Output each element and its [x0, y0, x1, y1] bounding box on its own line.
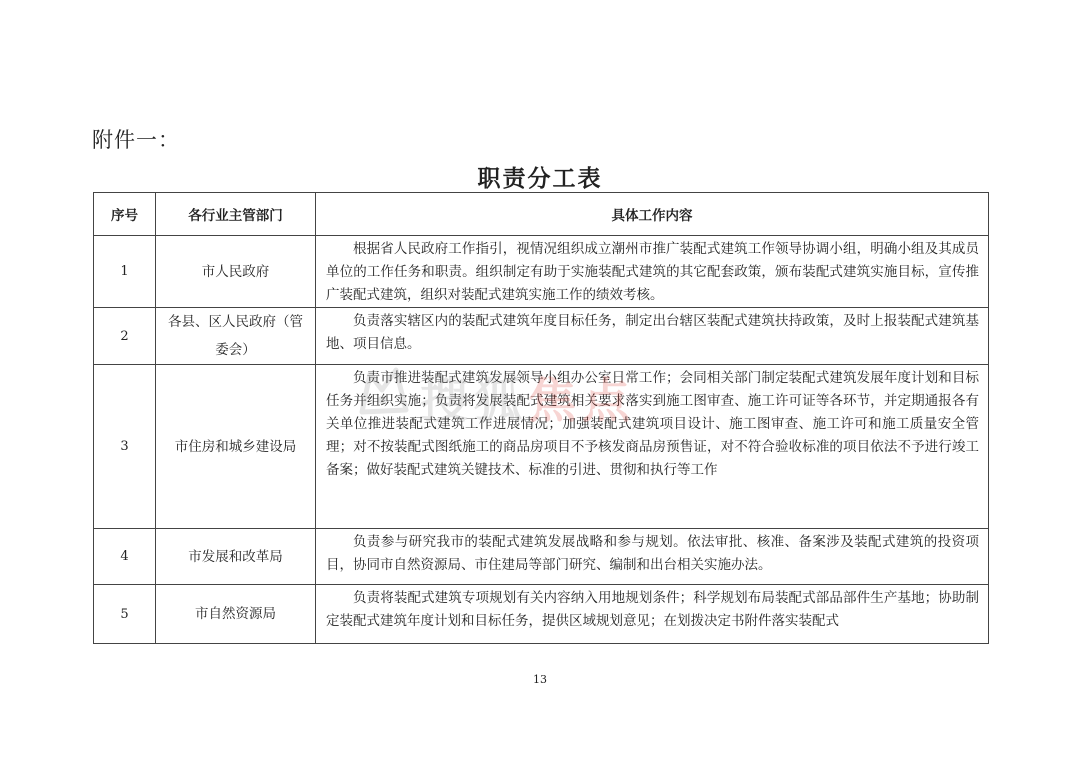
header-no: 序号	[94, 193, 156, 236]
row-number: 5	[94, 585, 156, 644]
watermark-part1: 搜狐	[420, 373, 529, 429]
row-number: 1	[94, 236, 156, 308]
row-content	[316, 365, 989, 529]
row-content-text: 根据省人民政府工作指引，视情况组织成立潮州市推广装配式建筑工作领导协调小组，明确小组及其成员单位的工作任务和职责。组织制定有助于实施装配式建筑的其它配套政策，颁布装配式建筑实施目标，宣传推广装配式建筑，组织对装配式建筑实施工作的绩效考核。	[326, 241, 979, 303]
table-row	[94, 236, 989, 308]
table-row	[94, 529, 989, 585]
table-row	[94, 585, 989, 644]
row-content	[316, 308, 989, 365]
header-dept: 各行业主管部门	[156, 193, 316, 236]
row-department: 市人民政府	[156, 236, 316, 308]
row-content	[316, 236, 989, 308]
attachment-label: 附件一：	[92, 128, 180, 152]
table-row	[94, 308, 989, 365]
row-number: 2	[94, 308, 156, 365]
row-number: 4	[94, 529, 156, 585]
row-department: 市发展和改革局	[156, 529, 316, 585]
row-department: 各县、区人民政府（管委会）	[156, 308, 316, 365]
row-department: 市住房和城乡建设局	[156, 365, 316, 529]
row-content	[316, 529, 989, 585]
row-department: 市自然资源局	[156, 585, 316, 644]
watermark-part2: 焦点	[528, 373, 637, 429]
row-content-text: 负责市推进装配式建筑发展领导小组办公室日常工作；会同相关部门制定装配式建筑发展年度计划和目标任务并组织实施；负责将发展装配式建筑相关要求落实到施工图审查、施工许可证等各环节，并定期通报各有关单位推进装配式建筑工作进展情况；加强装配式建筑项目设计、施工图审查、施工许可和施工质量安全管理；对不按装配式图纸施工的商品房项目不予核发商品房预售证，对不符合验收标准的项目依法不予进行竣工备案；做好装配式建筑关键技术、标准的引进、贯彻和执行等工作	[326, 370, 979, 478]
table-header-row	[94, 193, 989, 236]
row-content	[316, 585, 989, 644]
row-content-text: 负责将装配式建筑专项规划有关内容纳入用地规划条件；科学规划布局装配式部品部件生产基地；协助制定装配式建筑年度计划和目标任务，提供区域规划意见；在划拨决定书附件落实装配式	[326, 590, 979, 629]
row-content-text: 负责参与研究我市的装配式建筑发展战略和参与规划。依法审批、核准、备案涉及装配式建筑的投资项目，协同市自然资源局、市住建局等部门研究、编制和出台相关实施办法。	[326, 534, 979, 573]
table-row	[94, 365, 989, 529]
page-number: 13	[533, 673, 547, 686]
row-number: 3	[94, 365, 156, 529]
row-content-text: 负责落实辖区内的装配式建筑年度目标任务，制定出台辖区装配式建筑扶持政策，及时上报装配式建筑基地、项目信息。	[326, 313, 979, 352]
header-content: 具体工作内容	[316, 193, 989, 236]
duty-table	[93, 192, 989, 644]
document-title: 职责分工表	[477, 165, 603, 192]
